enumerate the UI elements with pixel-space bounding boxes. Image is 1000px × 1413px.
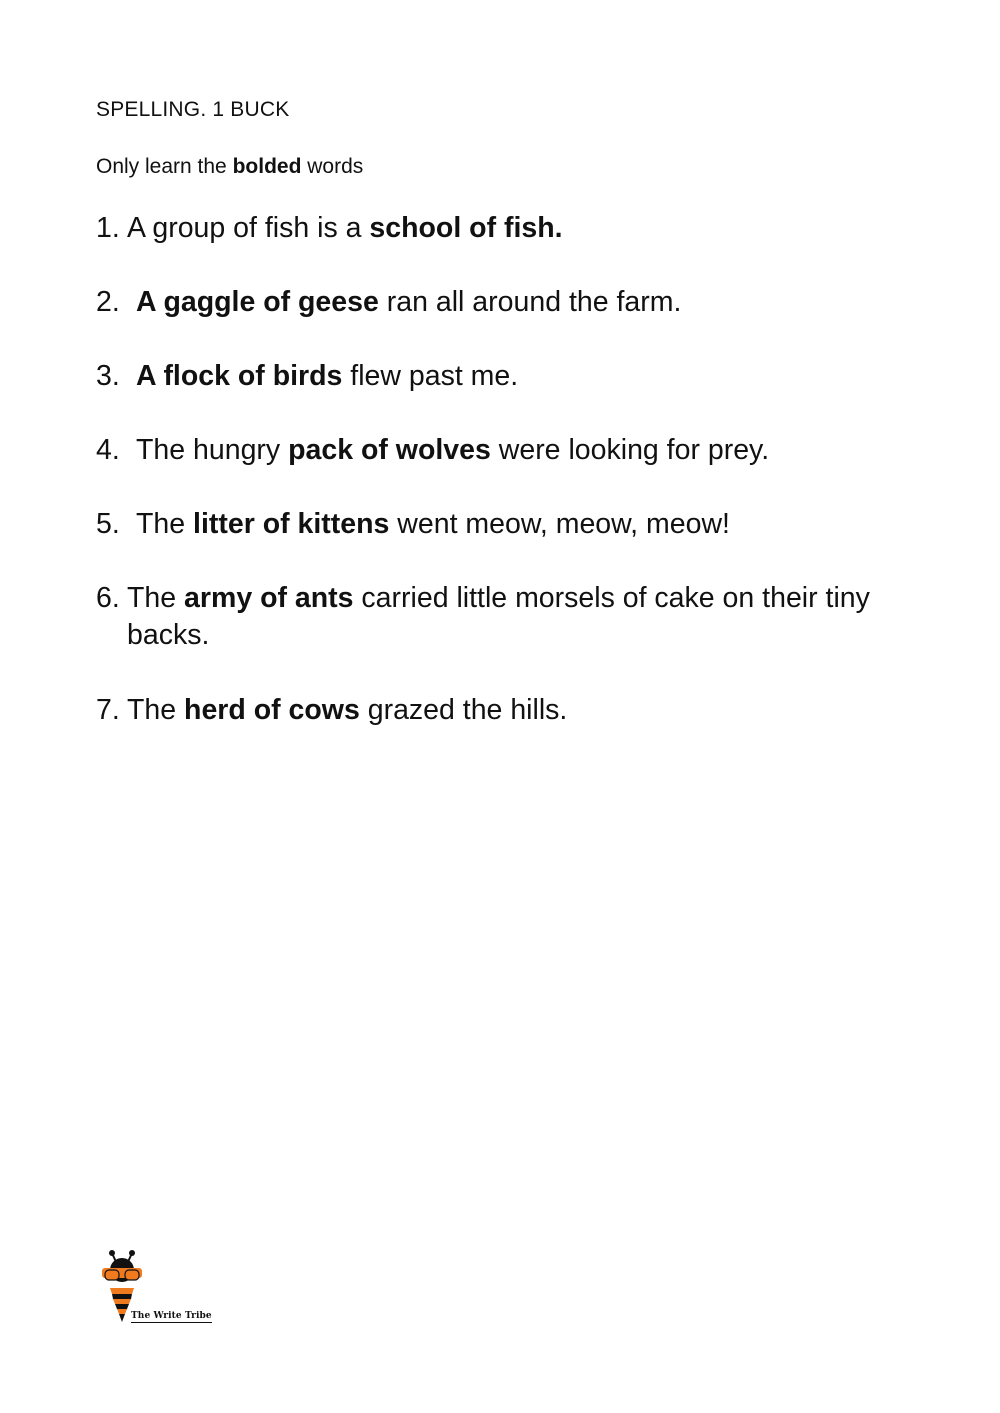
list-item [96,210,896,247]
item-bold-phrase: pack of wolves [288,434,491,466]
item-bold-phrase: army of ants [184,582,354,614]
list-item [96,506,896,543]
item-number: 1. [96,212,120,244]
instruction-after: words [301,155,364,178]
item-bold-phrase: herd of cows [184,694,360,726]
list-item [96,432,896,469]
item-text-after: grazed the hills. [359,694,568,726]
item-text-after: flew past me. [342,360,519,392]
item-text-after: were looking for prey. [490,434,770,466]
list-item [96,284,896,321]
item-bold-phrase: A gaggle of geese [136,286,379,318]
item-text-before: The [127,582,185,614]
item-bold-phrase: A flock of birds [136,360,343,392]
item-text-before: The [136,508,194,540]
instruction-before: Only learn the [96,155,233,178]
list-item [96,358,896,395]
item-number: 2. [96,286,120,318]
list-item [96,580,896,654]
item-number: 5. [96,508,120,540]
logo-text: The Write Tribe [131,1311,212,1321]
item-text-after: carried little morsels of cake on their tiny backs. [127,582,870,651]
spelling-list [96,210,896,729]
item-bold-phrase: school of fish. [369,212,563,244]
instruction-text [96,155,363,179]
item-text-before: The [127,694,185,726]
item-text-before: A group of fish is a [127,212,370,244]
list-item [96,692,896,729]
item-text-before: The hungry [136,434,289,466]
item-bold-phrase: litter of kittens [193,508,390,540]
item-text-after: went meow, meow, meow! [389,508,730,540]
page-title: SPELLING. 1 BUCK [96,98,290,121]
item-number: 6. [96,582,120,614]
item-number: 4. [96,434,120,466]
instruction-bold-word: bolded [232,155,302,178]
item-text-after: ran all around the farm. [378,286,682,318]
item-number: 3. [96,360,120,392]
item-number: 7. [96,694,120,726]
